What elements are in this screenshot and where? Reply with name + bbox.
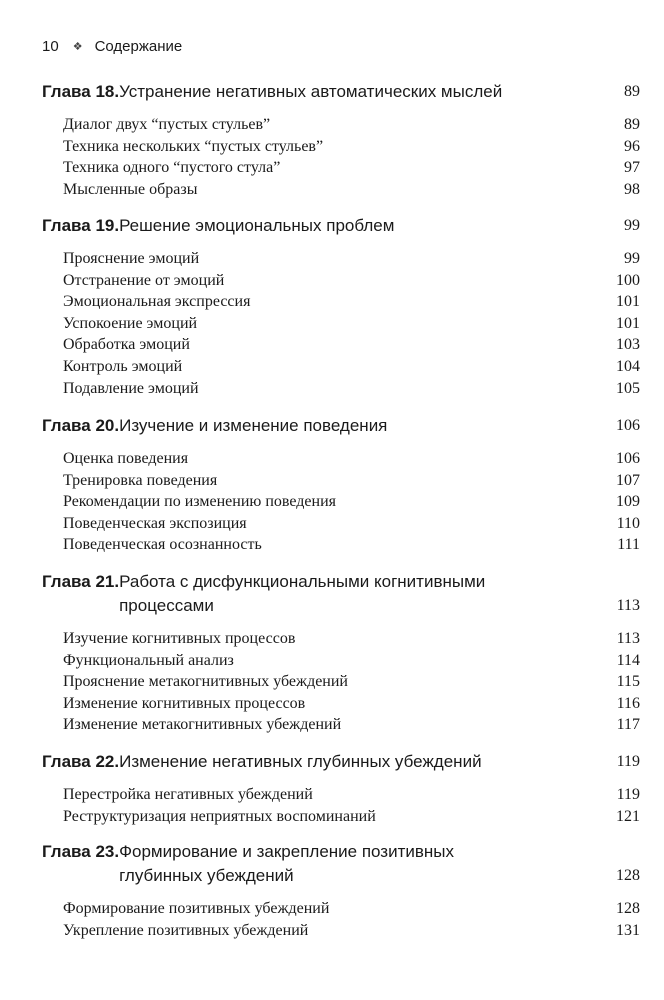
entry-page: 96 bbox=[624, 137, 640, 155]
toc-entry[interactable] bbox=[42, 491, 640, 513]
toc-entry[interactable] bbox=[42, 693, 640, 715]
entry-page: 101 bbox=[616, 314, 640, 332]
toc-entry[interactable] bbox=[42, 714, 640, 736]
chapter-title: Изменение негативных глубинных убеждений bbox=[119, 752, 482, 771]
entry-title: Тренировка поведения bbox=[63, 471, 218, 489]
entry-page: 117 bbox=[616, 716, 640, 734]
chapter-heading[interactable] bbox=[42, 840, 640, 888]
entry-page: 101 bbox=[616, 293, 640, 311]
entry-page: 121 bbox=[616, 807, 640, 825]
entry-title: Успокоение эмоций bbox=[63, 314, 198, 332]
chapter-heading[interactable] bbox=[42, 414, 640, 438]
entry-page: 110 bbox=[616, 514, 640, 532]
toc-entry[interactable] bbox=[42, 248, 640, 270]
toc-entry[interactable] bbox=[42, 513, 640, 535]
chapter-title: Работа с дисфункциональными когнитивными процессами bbox=[119, 572, 486, 615]
toc-entry[interactable] bbox=[42, 470, 640, 492]
chapter-heading[interactable] bbox=[42, 570, 640, 618]
entry-page: 128 bbox=[616, 900, 640, 917]
chapter-page: 113 bbox=[616, 597, 640, 614]
entry-title: Обработка эмоций bbox=[63, 336, 190, 354]
entry-page: 105 bbox=[616, 379, 640, 397]
toc-chapter bbox=[42, 414, 640, 556]
entry-title: Укрепление позитивных убеждений bbox=[63, 921, 309, 939]
entry-page: 107 bbox=[616, 471, 640, 489]
entry-title: Перестройка негативных убеждений bbox=[63, 786, 313, 803]
running-head-title: Содержание bbox=[94, 38, 183, 55]
toc-entry[interactable] bbox=[42, 356, 640, 378]
entry-title: Поведенческая экспозиция bbox=[63, 514, 247, 532]
entry-page: 104 bbox=[616, 357, 640, 375]
entry-title: Прояснение эмоций bbox=[63, 250, 200, 267]
chapter-page: 106 bbox=[616, 417, 640, 434]
running-head bbox=[42, 38, 182, 55]
entry-title: Функциональный анализ bbox=[63, 651, 234, 669]
chapter-heading[interactable] bbox=[42, 214, 640, 238]
chapter-number: Глава 20. bbox=[42, 416, 120, 435]
chapter-number: Глава 21. bbox=[42, 572, 120, 591]
entry-title: Изменение когнитивных процессов bbox=[63, 694, 306, 712]
toc-entry[interactable] bbox=[42, 448, 640, 470]
toc-entry[interactable] bbox=[42, 806, 640, 828]
entry-page: 98 bbox=[624, 180, 640, 198]
entry-page: 113 bbox=[616, 630, 640, 647]
chapter-heading[interactable] bbox=[42, 750, 640, 774]
entry-title: Подавление эмоций bbox=[63, 379, 199, 397]
chapter-page: 99 bbox=[624, 217, 640, 234]
toc-entry[interactable] bbox=[42, 671, 640, 693]
chapter-heading[interactable] bbox=[42, 80, 640, 104]
entry-page: 116 bbox=[616, 694, 640, 712]
chapter-page: 89 bbox=[624, 83, 640, 100]
toc-entry[interactable] bbox=[42, 378, 640, 400]
entry-page: 103 bbox=[616, 336, 640, 354]
entry-page: 89 bbox=[624, 116, 640, 133]
toc-entry[interactable] bbox=[42, 313, 640, 335]
chapter-page: 128 bbox=[616, 867, 640, 884]
chapter-number: Глава 18. bbox=[42, 82, 120, 101]
chapter-number: Глава 23. bbox=[42, 842, 120, 861]
toc-entry[interactable] bbox=[42, 291, 640, 313]
entry-title: Техника нескольких “пустых стульев” bbox=[63, 137, 324, 155]
entry-title: Изучение когнитивных процессов bbox=[63, 630, 296, 647]
entry-page: 106 bbox=[616, 450, 640, 467]
entry-page: 131 bbox=[616, 921, 640, 939]
entry-page: 115 bbox=[616, 673, 640, 691]
toc-entry[interactable] bbox=[42, 920, 640, 942]
entry-page: 111 bbox=[617, 536, 640, 554]
toc-entry[interactable] bbox=[42, 628, 640, 650]
toc-chapter bbox=[42, 750, 640, 827]
ornament-icon: ❖ bbox=[72, 41, 83, 53]
entry-title: Оценка поведения bbox=[63, 450, 189, 467]
toc-entry[interactable] bbox=[42, 157, 640, 179]
toc-entry[interactable] bbox=[42, 650, 640, 672]
chapter-title: Устранение негативных автоматических мыслей bbox=[119, 82, 503, 101]
entry-page: 99 bbox=[624, 250, 640, 267]
toc-chapter bbox=[42, 570, 640, 736]
toc-entry[interactable] bbox=[42, 136, 640, 158]
toc-entry[interactable] bbox=[42, 114, 640, 136]
toc-entry[interactable] bbox=[42, 334, 640, 356]
entry-title: Формирование позитивных убеждений bbox=[63, 900, 330, 917]
entry-title: Контроль эмоций bbox=[63, 357, 183, 375]
chapter-number: Глава 22. bbox=[42, 752, 120, 771]
entry-page: 114 bbox=[616, 651, 640, 669]
entry-title: Поведенческая осознанность bbox=[63, 536, 262, 554]
toc-chapter bbox=[42, 840, 640, 941]
page-number: 10 bbox=[42, 38, 59, 55]
entry-title: Отстранение от эмоций bbox=[63, 271, 225, 289]
entry-page: 97 bbox=[624, 159, 640, 177]
entry-title: Реструктуризация неприятных воспоминаний bbox=[63, 807, 376, 825]
chapter-title: Решение эмоциональных проблем bbox=[119, 216, 395, 235]
toc-chapter bbox=[42, 80, 640, 200]
entry-page: 109 bbox=[616, 493, 640, 511]
toc-entry[interactable] bbox=[42, 179, 640, 201]
toc-entry[interactable] bbox=[42, 784, 640, 806]
entry-title: Эмоциональная экспрессия bbox=[63, 293, 251, 311]
chapter-number: Глава 19. bbox=[42, 216, 120, 235]
toc-entry[interactable] bbox=[42, 898, 640, 920]
entry-title: Прояснение метакогнитивных убеждений bbox=[63, 673, 348, 691]
entry-title: Изменение метакогнитивных убеждений bbox=[63, 716, 342, 734]
entry-title: Рекомендации по изменению поведения bbox=[63, 493, 336, 511]
entry-page: 100 bbox=[616, 271, 640, 289]
chapter-page: 119 bbox=[616, 753, 640, 770]
toc-chapter bbox=[42, 214, 640, 399]
entry-title: Мысленные образы bbox=[63, 180, 198, 198]
toc-entry[interactable] bbox=[42, 270, 640, 292]
entry-title: Техника одного “пустого стула” bbox=[63, 159, 281, 177]
entry-title: Диалог двух “пустых стульев” bbox=[63, 116, 271, 133]
entry-page: 119 bbox=[616, 786, 640, 803]
chapter-title: Формирование и закрепление позитивных глубинных убеждений bbox=[119, 842, 455, 885]
toc-entry[interactable] bbox=[42, 534, 640, 556]
chapter-title: Изучение и изменение поведения bbox=[119, 416, 388, 435]
